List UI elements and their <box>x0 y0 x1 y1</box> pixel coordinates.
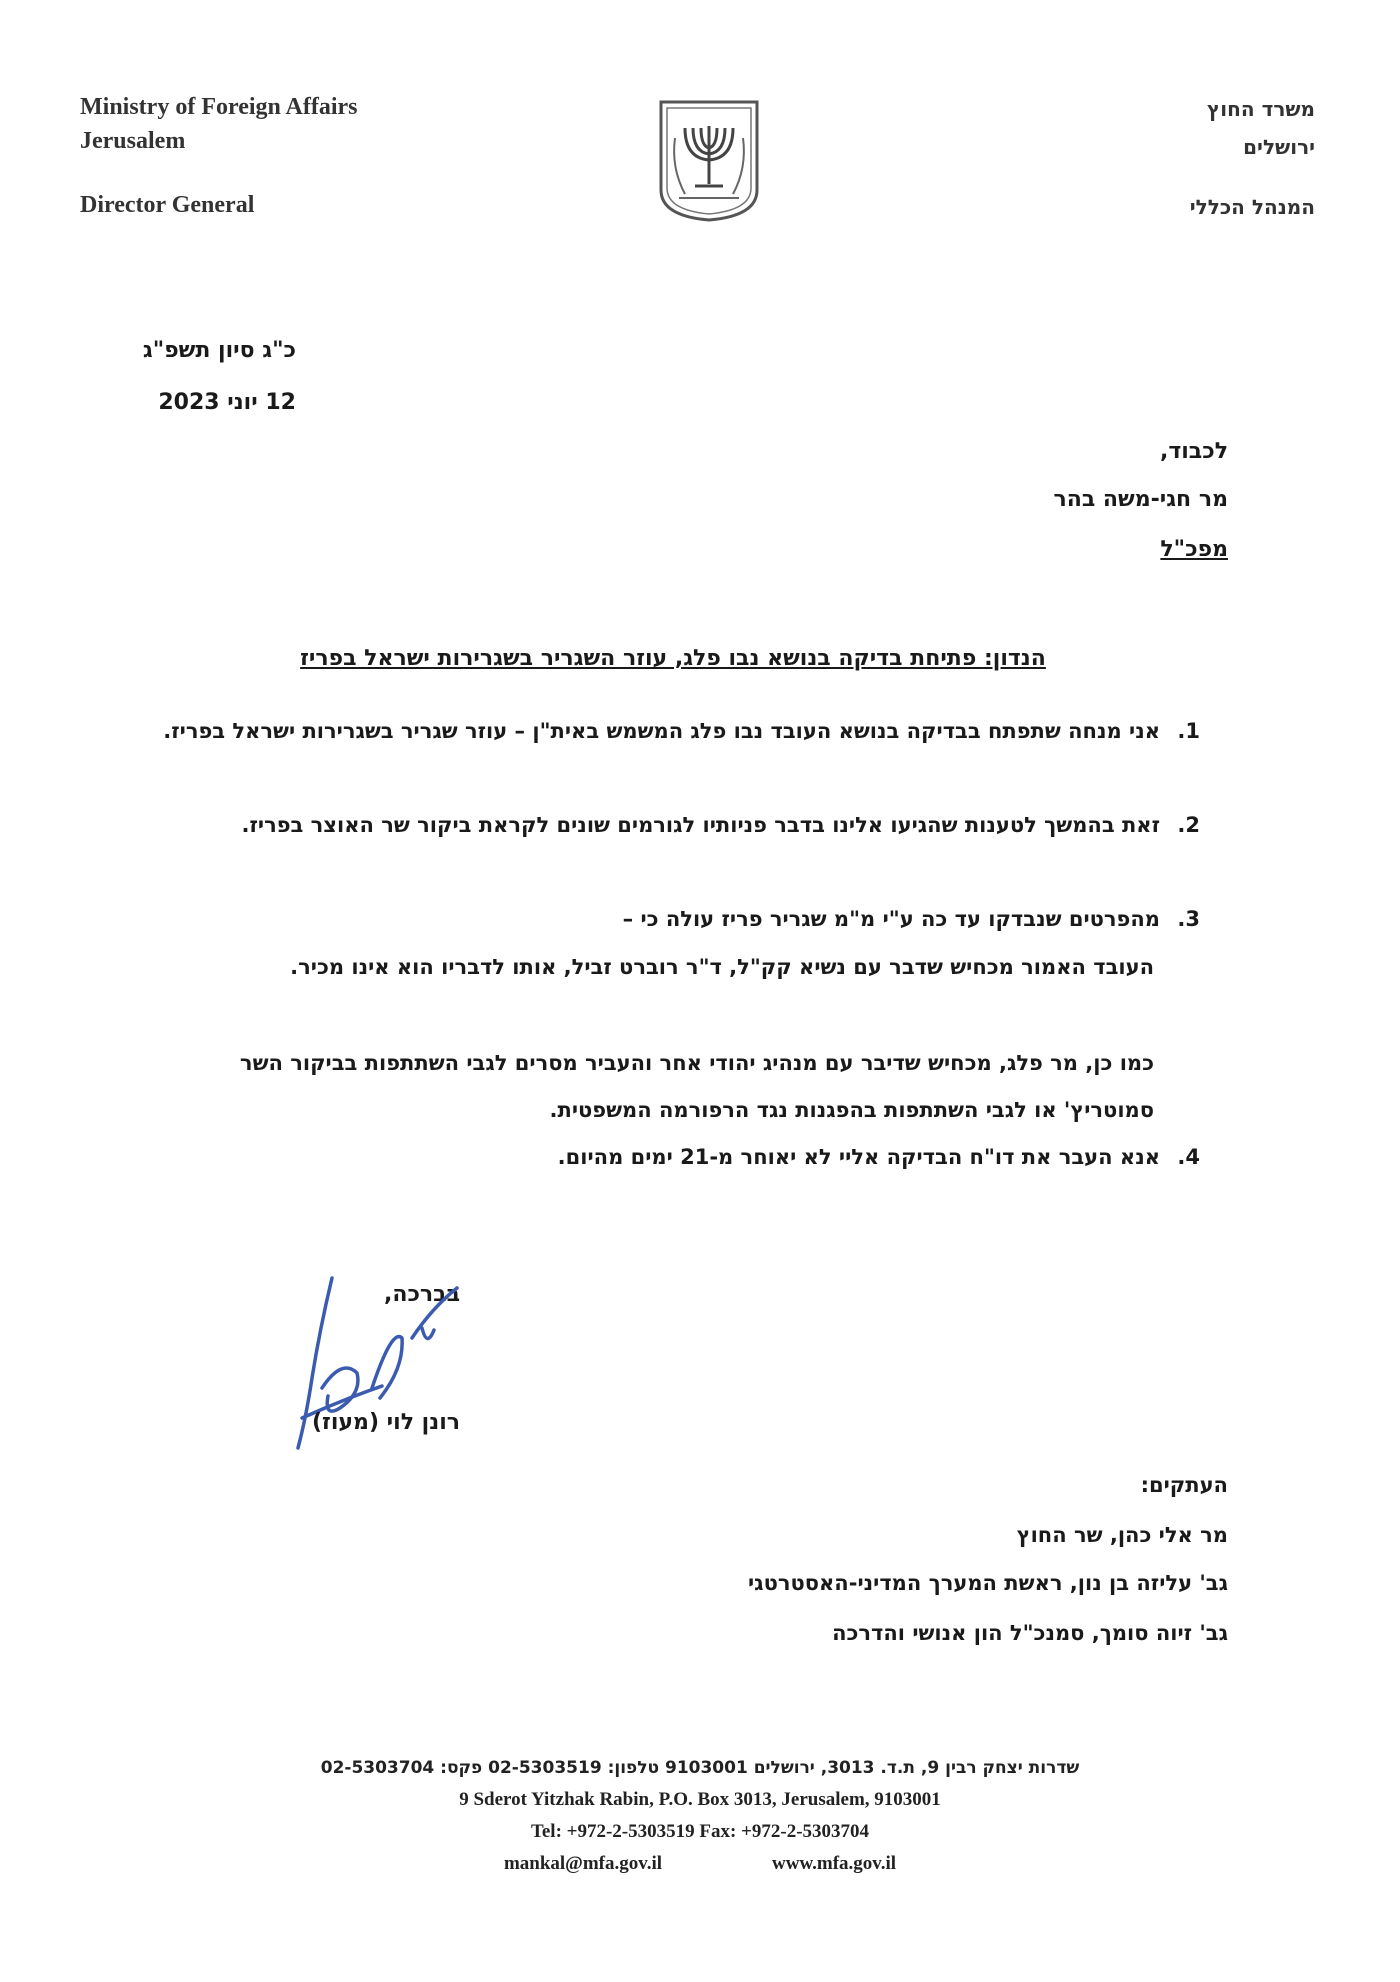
letterhead-en-city: Jerusalem <box>80 128 186 154</box>
footer-address-en: 9 Sderot Yitzhak Rabin, P.O. Box 3013, Jerusalem, 9103001 <box>459 1789 941 1810</box>
recipient-name: מר חגי-משה בהר <box>1053 487 1228 512</box>
item-number: 4. <box>1177 1145 1200 1169</box>
letterhead-he-office: המנהל הכללי <box>1189 195 1315 219</box>
subject-label: הנדון: <box>983 646 1046 671</box>
item-text: אנא העבר את דו"ח הבדיקה אליי לא יאוחר מ-21 ימים מהיום. <box>557 1145 1160 1169</box>
subject-line <box>160 646 1186 671</box>
item-number: 1. <box>1177 719 1200 743</box>
item-text: זאת בהמשך לטענות שהגיעו אלינו בדבר פניותיו לגורמים שונים לקראת ביקור שר האוצר בפריז. <box>241 813 1160 837</box>
cc-line: גב' עליזה בן נון, ראשת המערך המדיני-האסטרטגי <box>748 1571 1228 1595</box>
gregorian-date: 12 יוני 2023 <box>158 390 296 415</box>
list-item <box>160 708 1200 755</box>
item3-paragraph: העובד האמור מכחיש שדבר עם נשיא קק"ל, ד"ר רוברט זביל, אותו לדבריו הוא אינו מכיר. <box>290 955 1154 979</box>
footer-tel-fax: Tel: +972-2-5303519 Fax: +972-2-5303704 <box>530 1821 870 1842</box>
item-number: 3. <box>1177 907 1200 931</box>
letterhead-en-ministry: Ministry of Foreign Affairs <box>80 94 358 120</box>
item-number: 2. <box>1177 813 1200 837</box>
item-text: מהפרטים שנבדקו עד כה ע"י מ"מ שגריר פריז עולה כי – <box>622 907 1160 931</box>
subject-text: פתיחת בדיקה בנושא נבו פלג, עוזר השגריר בשגרירות ישראל בפריז <box>300 646 984 671</box>
footer-address-he <box>0 1752 1400 1784</box>
list-item <box>160 1134 1200 1181</box>
item3-paragraph: כמו כן, מר פלג, מכחיש שדיבר עם מנהיג יהודי אחר והעביר מסרים לגבי השתתפות בביקור השר סמוטריץ' או לגבי השתתפות בהפגנות נגד הרפורמה המשפטית. <box>239 1051 1154 1122</box>
cc-line: מר אלי כהן, שר החוץ <box>1016 1523 1228 1547</box>
recipient-salutation: לכבוד, <box>1159 439 1228 464</box>
footer-email[interactable]: mankal@mfa.gov.il <box>503 1853 663 1874</box>
footer-contact <box>0 1848 1400 1880</box>
recipient-title-text: מפכ"ל <box>1160 537 1228 562</box>
signature-name: רונן לוי (מעוז) <box>311 1410 460 1435</box>
list-item <box>160 896 1200 943</box>
cc-line: גב' זיוה סומך, סמנכ"ל הון אנושי והדרכה <box>832 1621 1228 1645</box>
signature-closing: בברכה, <box>383 1282 460 1307</box>
letterhead-he-city: ירושלים <box>1243 135 1315 159</box>
hebrew-date: כ"ג סיון תשפ"ג <box>142 338 296 363</box>
state-emblem-menorah-icon <box>655 98 763 224</box>
item-text: אני מנחה שתפתח בבדיקה בנושא העובד נבו פלג המשמש באית"ן – עוזר שגריר בשגרירות ישראל בפריז. <box>163 719 1160 743</box>
list-item <box>160 802 1200 849</box>
footer-address-he-text: שדרות יצחק רבין 9, ת.ד. 3013, ירושלים 9103001 טלפון: 02-5303519 פקס: 02-5303704 <box>320 1758 1080 1778</box>
letterhead-en-office: Director General <box>80 192 255 218</box>
footer-website[interactable]: www.mfa.gov.il <box>772 1853 897 1874</box>
cc-label: העתקים: <box>1140 1473 1228 1497</box>
recipient-title <box>628 526 1228 574</box>
letterhead-he-ministry: משרד החוץ <box>1207 97 1315 121</box>
